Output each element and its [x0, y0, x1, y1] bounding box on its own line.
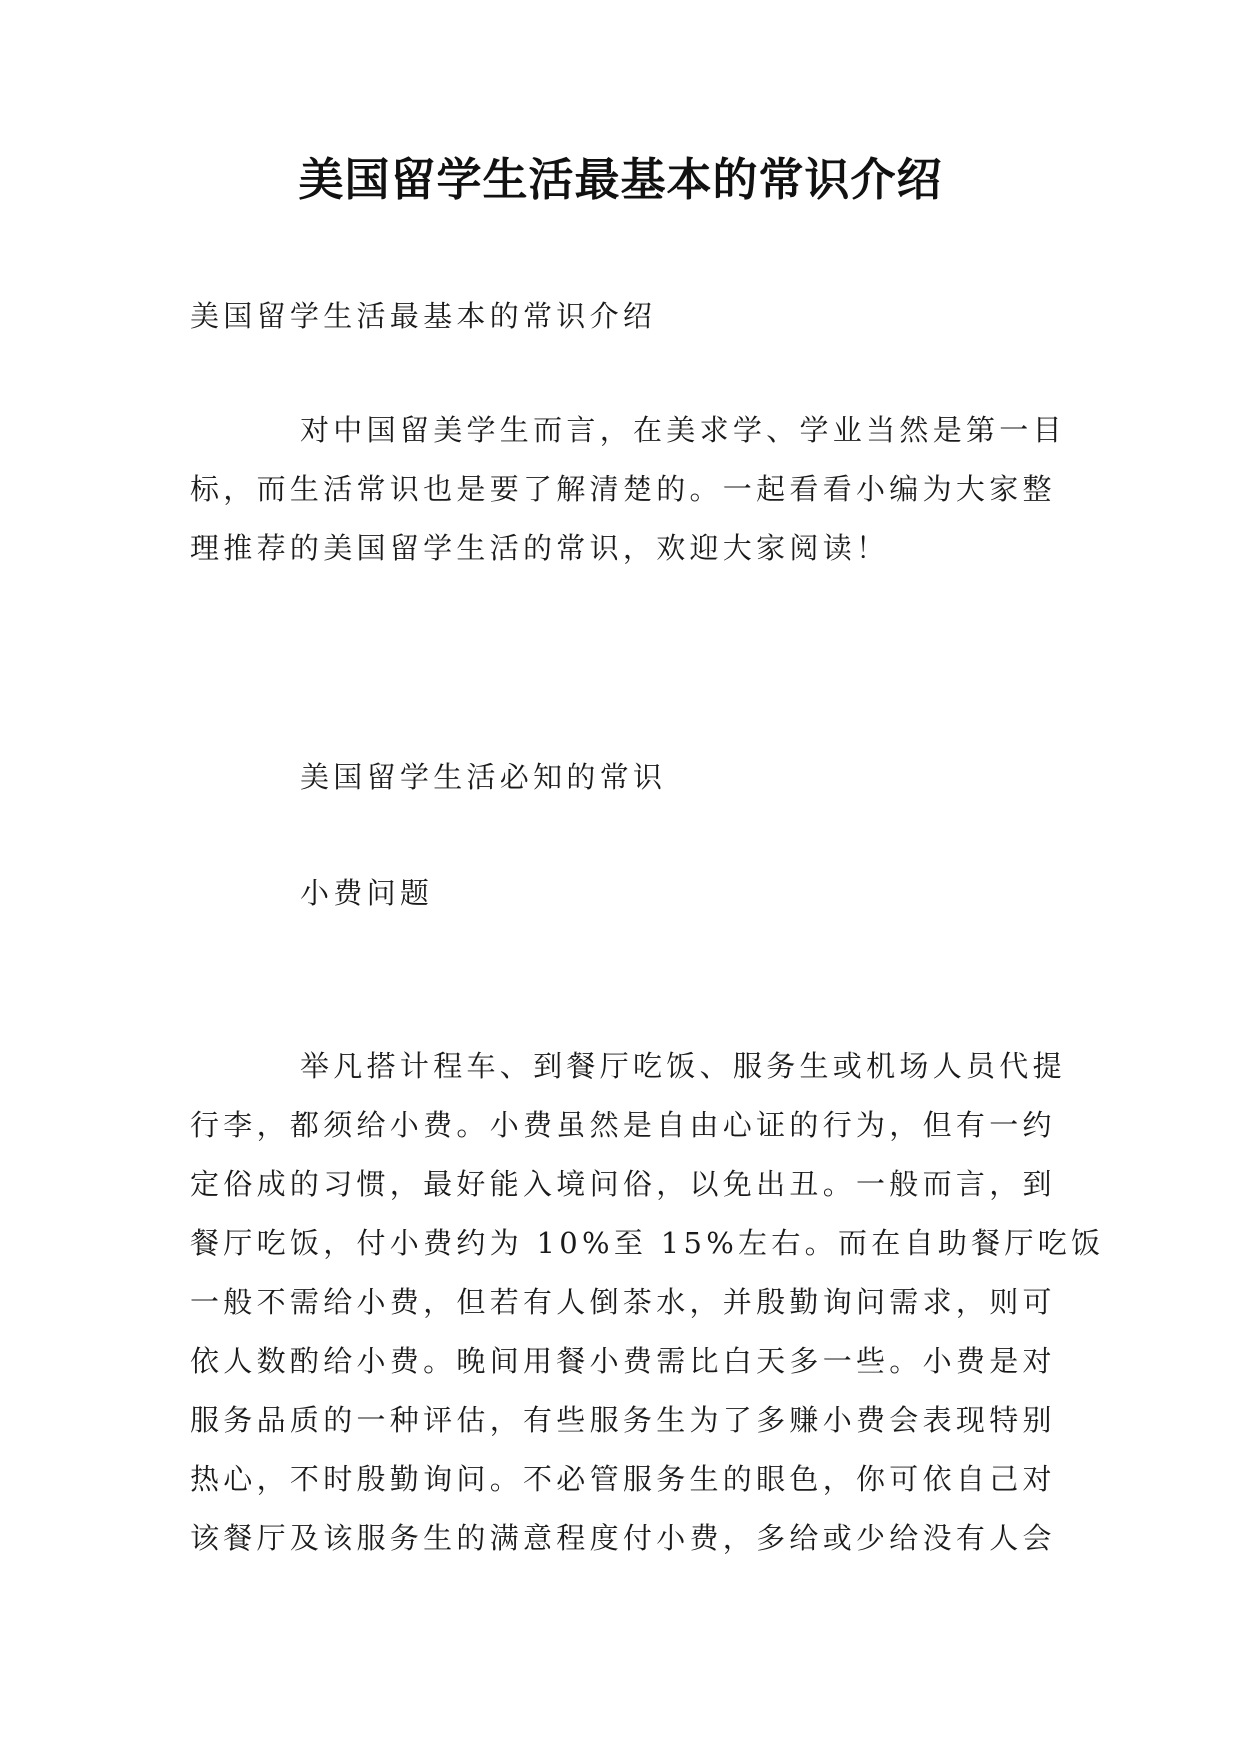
tip-line: 行李，都须给小费。小费虽然是自由心证的行为，但有一约: [190, 1108, 1056, 1142]
tip-line: 热心，不时殷勤询问。不必管服务生的眼色，你可依自己对: [190, 1462, 1056, 1496]
intro-line: 标，而生活常识也是要了解清楚的。一起看看小编为大家整: [190, 472, 1056, 506]
document-title: 美国留学生活最基本的常识介绍: [298, 153, 943, 206]
tip-line: 该餐厅及该服务生的满意程度付小费，多给或少给没有人会: [190, 1521, 1056, 1555]
tip-line: 一般不需给小费，但若有人倒茶水，并殷勤询问需求，则可: [190, 1285, 1056, 1319]
section-heading: 美国留学生活必知的常识: [300, 760, 667, 794]
intro-line: 理推荐的美国留学生活的常识，欢迎大家阅读！: [190, 531, 890, 565]
document-subtitle: 美国留学生活最基本的常识介绍: [190, 299, 657, 333]
tip-line: 餐厅吃饭，付小费约为 10%至 15%左右。而在自助餐厅吃饭: [190, 1226, 1105, 1260]
tip-line: 服务品质的一种评估，有些服务生为了多赚小费会表现特别: [190, 1403, 1056, 1437]
tip-line: 定俗成的习惯，最好能入境问俗，以免出丑。一般而言，到: [190, 1167, 1056, 1201]
tip-line: 依人数酌给小费。晚间用餐小费需比白天多一些。小费是对: [190, 1344, 1056, 1378]
tip-line: 举凡搭计程车、到餐厅吃饭、服务生或机场人员代提: [300, 1049, 1066, 1083]
subsection-heading: 小费问题: [300, 876, 434, 910]
intro-line: 对中国留美学生而言，在美求学、学业当然是第一目: [300, 413, 1066, 447]
